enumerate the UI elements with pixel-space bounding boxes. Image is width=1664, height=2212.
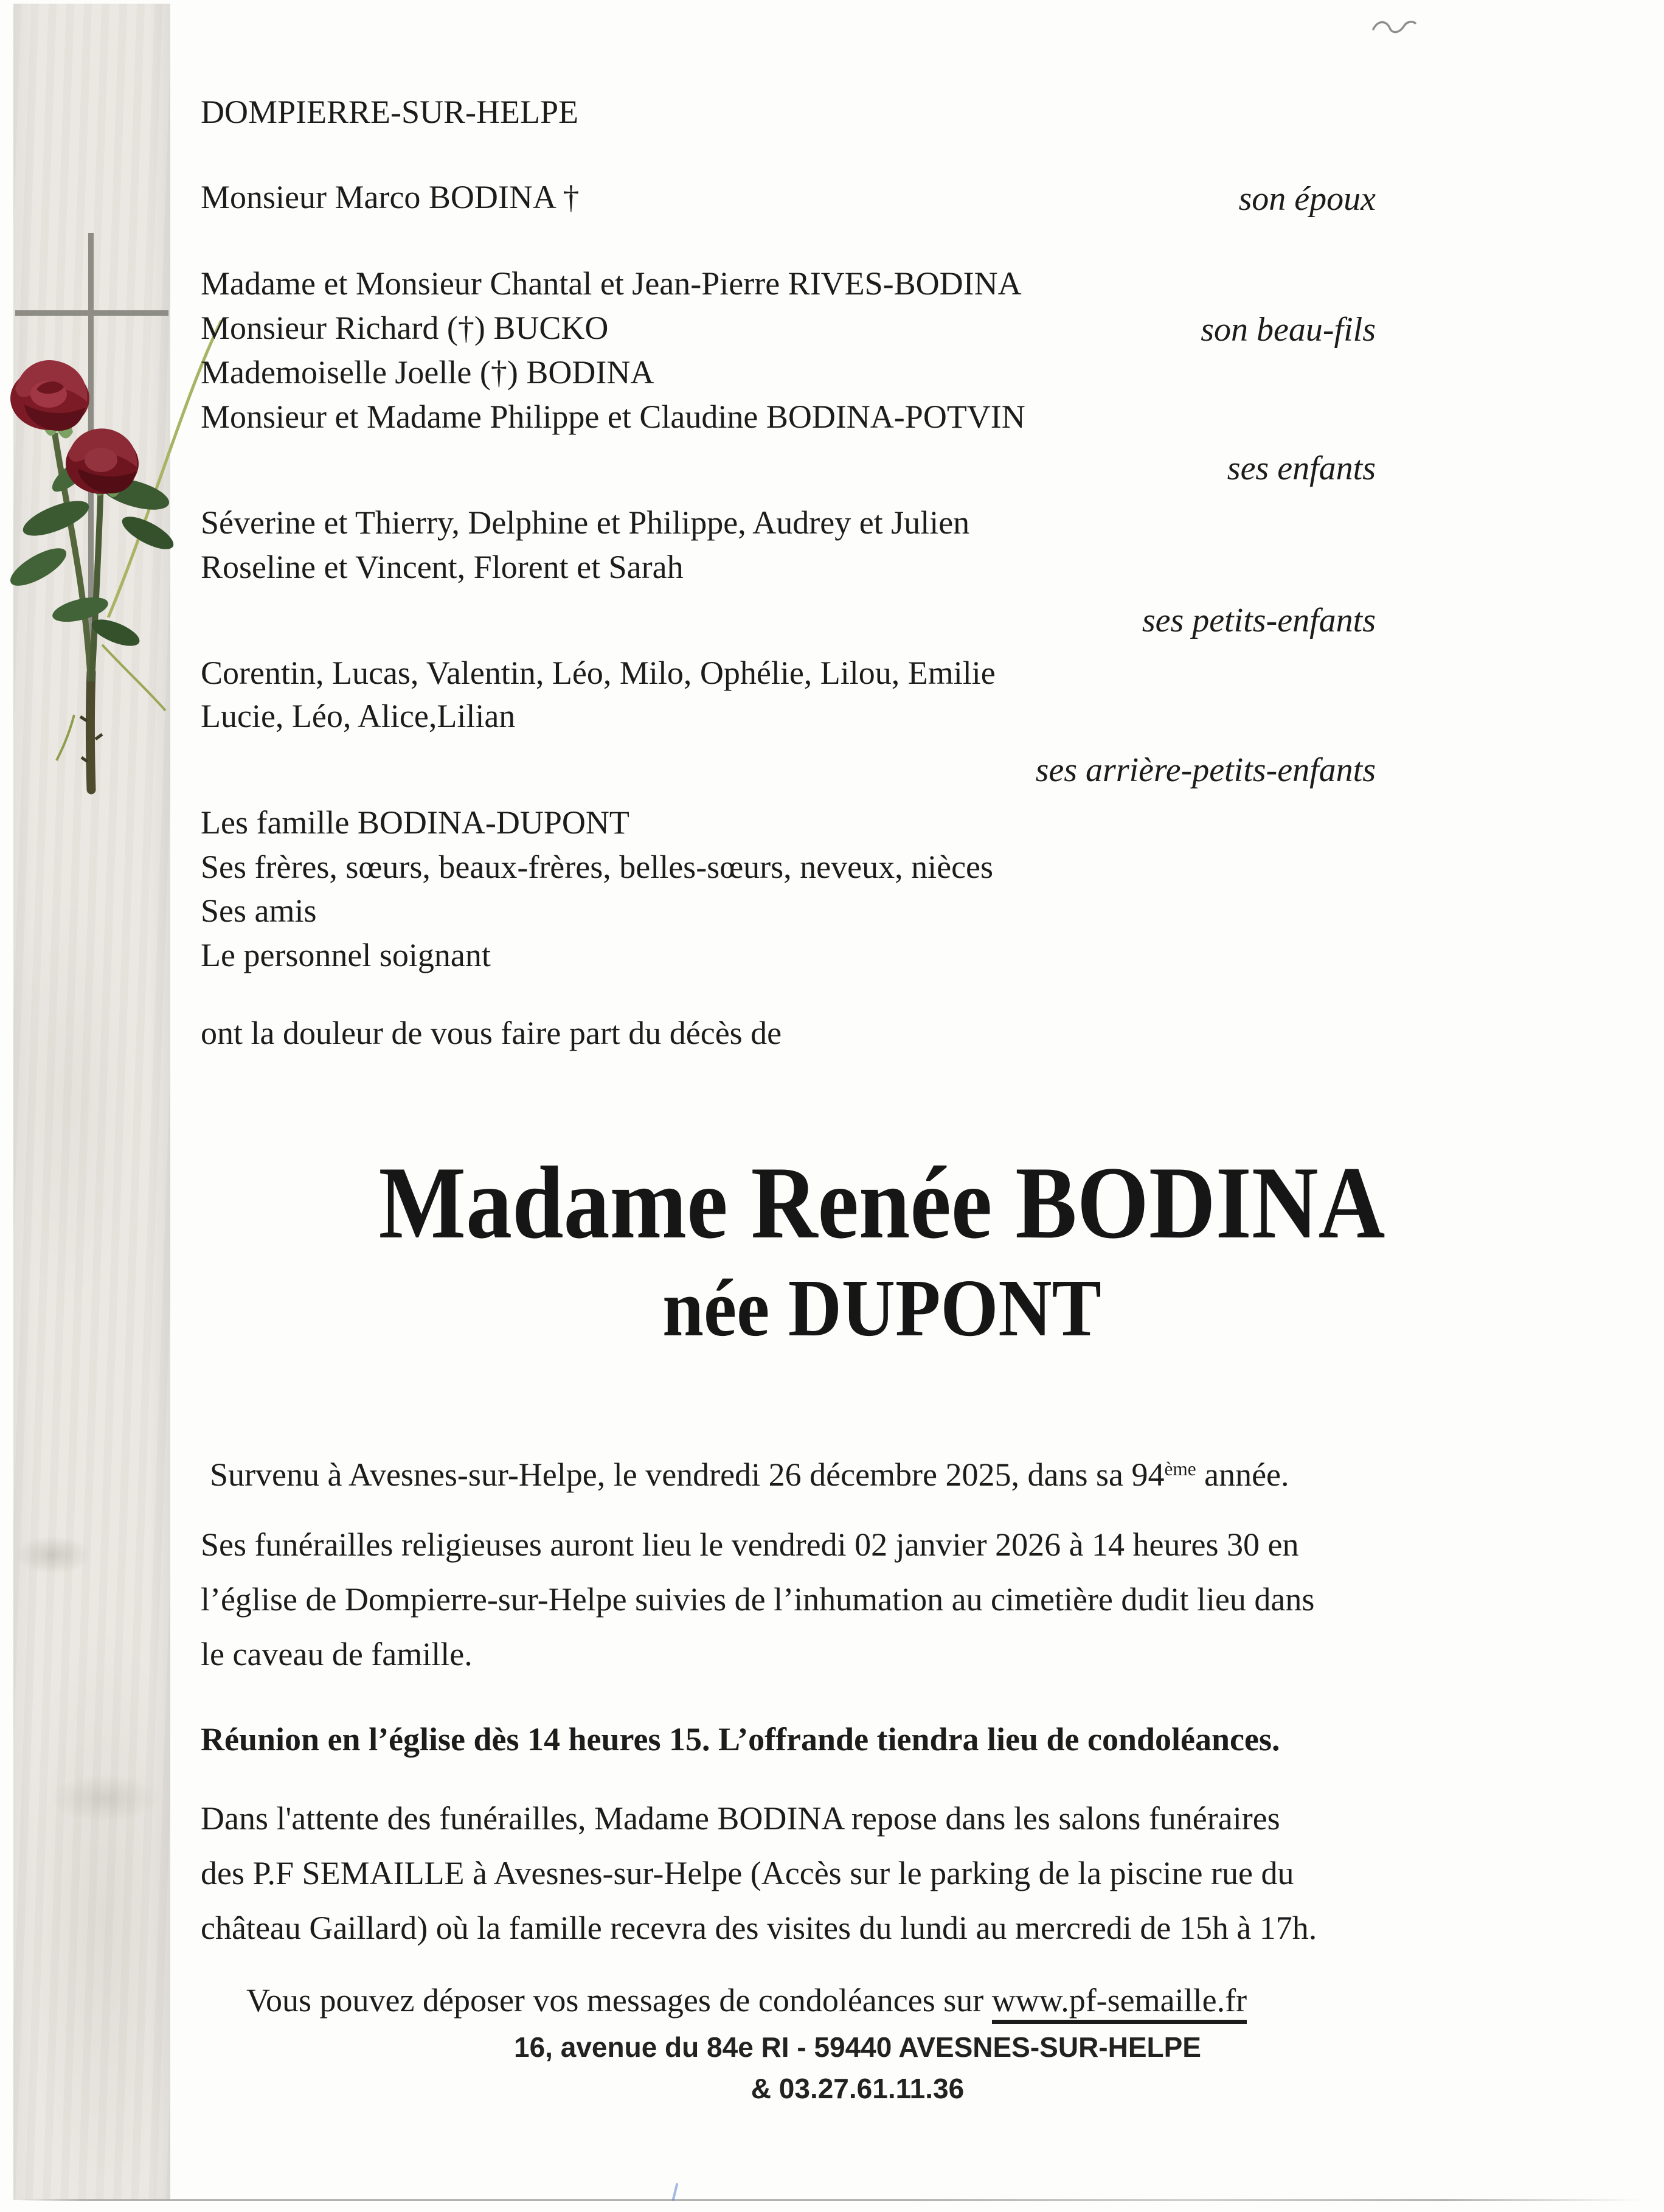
family-line: Mademoiselle Joelle (†) BODINA: [201, 354, 654, 391]
rose-flower-upper: [10, 360, 89, 431]
funeral-home-address: 16, avenue du 84e RI - 59440 AVESNES-SUR-HELPE: [514, 2031, 1201, 2063]
death-text-post: année.: [1196, 1456, 1289, 1493]
condolences-line: [246, 1984, 1247, 2017]
funeral-paragraph-line: Ses funérailles religieuses auront lieu le vendredi 02 janvier 2026 à 14 heures 30 en: [201, 1526, 1299, 1563]
family-line: Monsieur Richard (†) BUCKO: [201, 310, 609, 346]
repose-paragraph-line: des P.F SEMAILLE à Avesnes-sur-Helpe (Accès sur le parking de la piscine rue du: [201, 1855, 1294, 1891]
family-line: Corentin, Lucas, Valentin, Léo, Milo, Ophélie, Lilou, Emilie: [201, 655, 996, 691]
death-text-pre: Survenu à Avesnes-sur-Helpe, le vendredi 26 décembre 2025, dans sa 94: [210, 1456, 1165, 1493]
great-grandchildren-relation-label: ses arrière-petits-enfants: [1035, 751, 1376, 789]
death-details-line: [210, 1458, 1289, 1491]
husband-relation-label: son époux: [1238, 180, 1376, 218]
scan-edge-line: [18, 2199, 1642, 2201]
family-line: Lucie, Léo, Alice,Lilian: [201, 698, 516, 734]
repose-paragraph-line: Dans l'attente des funérailles, Madame BODINA repose dans les salons funéraires: [201, 1800, 1280, 1837]
funeral-home-phone: & 03.27.61.11.36: [751, 2073, 965, 2104]
maiden-name-subtitle: née DUPONT: [662, 1263, 1101, 1354]
repose-paragraph-line: château Gaillard) où la famille recevra des visites du lundi au mercredi de 15h à 17h.: [201, 1910, 1317, 1946]
pen-scribble-mark: [1368, 11, 1423, 41]
blue-pen-dot: [671, 2183, 678, 2201]
husband-line: Monsieur Marco BODINA †: [201, 179, 580, 215]
children-relation-label: ses enfants: [1227, 450, 1376, 487]
condolences-text: Vous pouvez déposer vos messages de condoléances sur: [246, 1982, 992, 2019]
family-line: Le personnel soignant: [201, 937, 491, 973]
rose-flower-lower: [66, 428, 139, 494]
grandchildren-relation-label: ses petits-enfants: [1142, 602, 1376, 639]
family-line: Les famille BODINA-DUPONT: [201, 804, 629, 841]
deceased-name-title: Madame Renée BODINA: [378, 1145, 1385, 1260]
funeral-paragraph-line: l’église de Dompierre-sur-Helpe suivies de l’inhumation au cimetière dudit lieu dans: [201, 1581, 1315, 1618]
church-meeting-line: Réunion en l’église dès 14 heures 15. L’offrande tiendra lieu de condoléances.: [201, 1721, 1280, 1758]
family-line: Séverine et Thierry, Delphine et Philippe, Audrey et Julien: [201, 504, 970, 541]
family-line: Ses frères, sœurs, beaux-frères, belles-sœurs, neveux, nièces: [201, 849, 994, 885]
ordinal-superscript: ème: [1164, 1458, 1196, 1480]
city-line: DOMPIERRE-SUR-HELPE: [201, 94, 579, 130]
family-line: Monsieur et Madame Philippe et Claudine BODINA-POTVIN: [201, 398, 1025, 435]
son-in-law-relation-label: son beau-fils: [1201, 311, 1376, 349]
announcement-line: ont la douleur de vous faire part du décès de: [201, 1015, 782, 1051]
condolences-url: www.pf-semaille.fr: [992, 1982, 1247, 2024]
family-line: Madame et Monsieur Chantal et Jean-Pierre RIVES-BODINA: [201, 265, 1022, 302]
rose-bouquet-illustration: [5, 321, 221, 790]
family-line: Roseline et Vincent, Florent et Sarah: [201, 549, 684, 585]
family-line: Ses amis: [201, 892, 317, 929]
funeral-paragraph-line: le caveau de famille.: [201, 1636, 473, 1672]
